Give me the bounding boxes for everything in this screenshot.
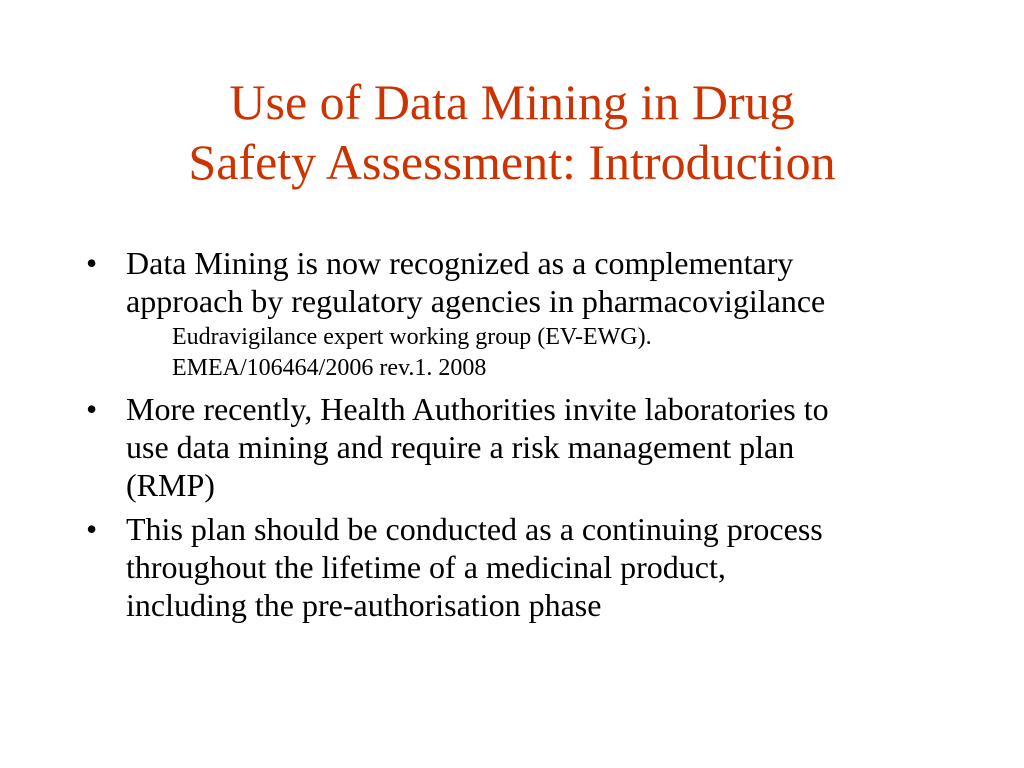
bullet-text xyxy=(126,510,1006,624)
bullet-text xyxy=(126,244,1006,320)
bullet-dot-icon: • xyxy=(86,245,98,281)
bullet-line: This plan should be conducted as a continuing process xyxy=(126,511,823,547)
slide-title-line-1: Use of Data Mining in Drug xyxy=(229,74,795,130)
bullet-line: throughout the lifetime of a medicinal product, xyxy=(126,549,726,585)
slide-title xyxy=(40,72,984,192)
bullet-line: approach by regulatory agencies in pharmacovigilance xyxy=(126,283,826,319)
bullet-line: More recently, Health Authorities invite laboratories to xyxy=(126,391,829,427)
bullet-dot-icon: • xyxy=(86,511,98,547)
bullet-item-regulatory xyxy=(0,244,1024,384)
bullet-item-plan-lifetime xyxy=(0,510,1024,624)
bullet-line: (RMP) xyxy=(126,467,215,503)
reference-line: EMEA/106464/2006 rev.1. 2008 xyxy=(172,355,487,381)
bullet-line: including the pre-authorisation phase xyxy=(126,587,602,623)
reference-line: Eudravigilance expert working group (EV-EWG). xyxy=(172,324,652,350)
bullet-list xyxy=(0,244,1024,630)
bullet-line: use data mining and require a risk management plan xyxy=(126,429,795,465)
reference-note xyxy=(172,322,992,384)
bullet-item-health-authorities xyxy=(0,390,1024,504)
bullet-line: Data Mining is now recognized as a complementary xyxy=(126,245,794,281)
bullet-dot-icon: • xyxy=(86,391,98,427)
bullet-text xyxy=(126,390,1006,504)
slide-title-line-2: Safety Assessment: Introduction xyxy=(188,134,836,190)
